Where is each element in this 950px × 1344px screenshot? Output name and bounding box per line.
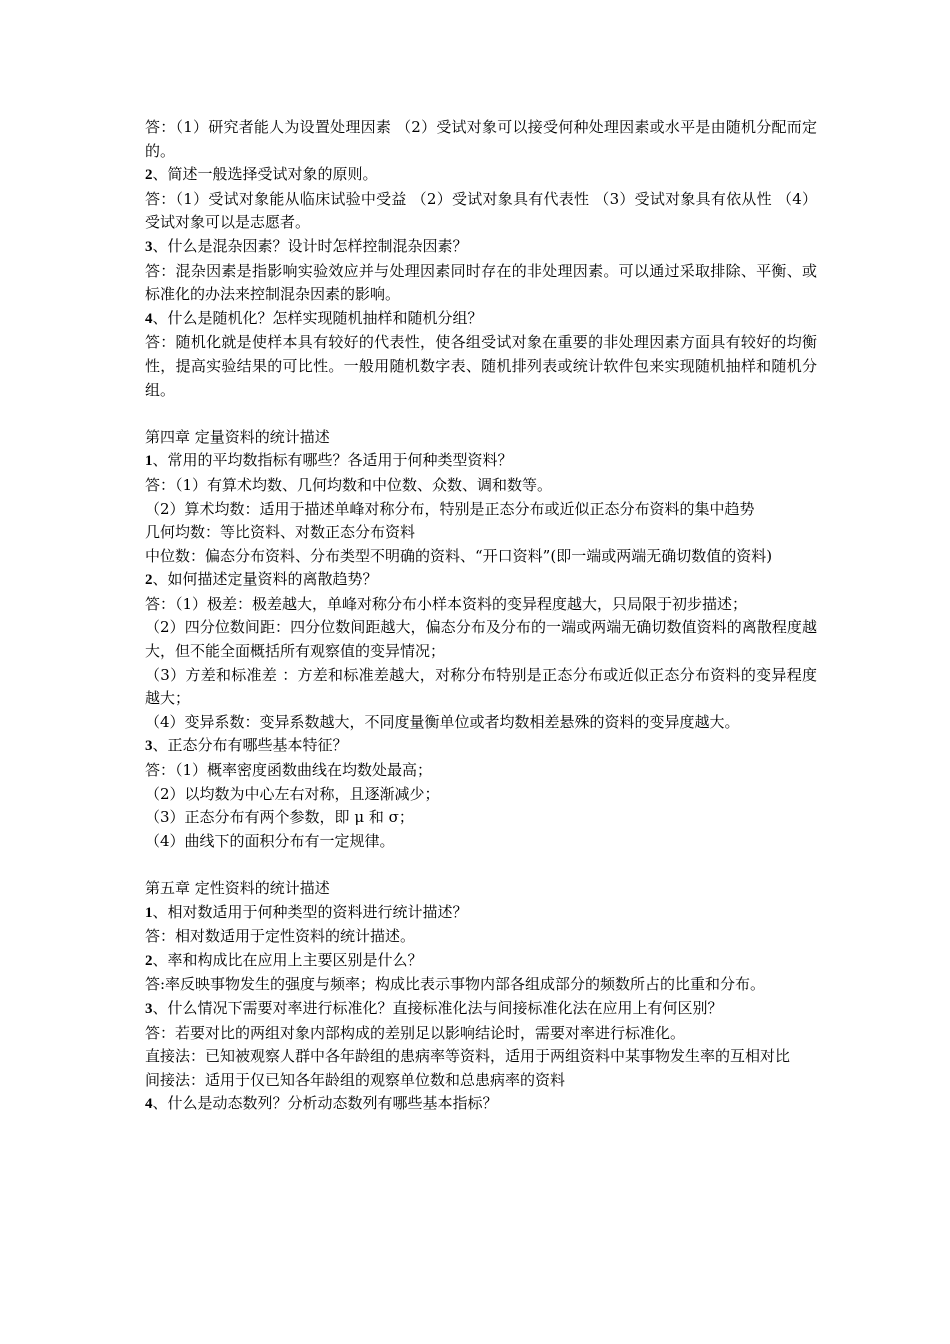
- answer-line: （3）方差和标准差 ：方差和标准差越大，对称分布特别是正态分布或近似正态分布资料的变异程度越大；: [145, 665, 817, 708]
- question-text: 、什么情况下需要对率进行标准化？直接标准化法与间接标准化法在应用上有何区别？: [152, 998, 723, 1017]
- answer-line: 答：若要对比的两组对象内部构成的差别足以影响结论时，需要对率进行标准化。: [145, 1023, 686, 1042]
- answer-line: （4）曲线下的面积分布有一定规律。: [145, 831, 395, 850]
- question-line: [145, 1092, 817, 1117]
- answer-line: 中位数：偏态分布资料、分布类型不明确的资料、“开口资料”(即一端或两端无确切数值的资料): [145, 546, 773, 565]
- question-line: [145, 901, 817, 926]
- answer-line: （3）正态分布有两个参数，即 μ 和 σ；: [145, 808, 414, 827]
- answer-line: （4）变异系数：变异系数越大，不同度量衡单位或者均数相差悬殊的资料的变异度越大。: [145, 712, 740, 731]
- question-number: 3: [145, 238, 153, 255]
- blank-line: [145, 853, 817, 877]
- question-line: [145, 734, 817, 759]
- question-line: [145, 235, 817, 260]
- question-text: 、相对数适用于何种类型的资料进行统计描述？: [152, 902, 468, 921]
- answer-line: （2）以均数为中心左右对称，且逐渐减少；: [145, 784, 440, 803]
- question-line: [145, 997, 817, 1022]
- answer-line: 直接法：已知被观察人群中各年龄组的患病率等资料，适用于两组资料中某事物发生率的互相对比: [145, 1047, 791, 1066]
- answer-line: 答：混杂因素是指影响实验效应并与处理因素同时存在的非处理因素。可以通过采取排除、平衡、或标准化的办法来控制混杂因素的影响。: [145, 261, 817, 304]
- answer-line: 答：（1）有算术均数、几何均数和中位数、众数、调和数等。: [145, 475, 553, 494]
- answer-line: 答：（1）概率密度函数曲线在均数处最高；: [145, 761, 433, 780]
- question-text: 、如何描述定量资料的离散趋势？: [152, 570, 378, 589]
- question-number: 1: [145, 904, 153, 921]
- question-line: [145, 307, 817, 332]
- question-number: 2: [145, 572, 153, 589]
- question-number: 1: [145, 453, 153, 470]
- question-number: 4: [145, 310, 153, 327]
- question-text: 、简述一般选择受试对象的原则。: [152, 165, 378, 184]
- answer-line: （2）算术均数：适用于描述单峰对称分布，特别是正态分布或近似正态分布资料的集中趋势: [145, 499, 755, 518]
- question-text: 、常用的平均数指标有哪些？各适用于何种类型资料？: [152, 451, 513, 470]
- answer-line: 几何均数：等比资料、对数正态分布资料: [145, 523, 416, 542]
- answer-line: （2）四分位数间距：四分位数间距越大，偏态分布及分布的一端或两端无确切数值资料的离散程度越大，但不能全面概括所有观察值的变异情况；: [145, 618, 817, 661]
- question-text: 、什么是随机化？怎样实现随机抽样和随机分组？: [152, 308, 483, 327]
- answer-line: 间接法：适用于仅已知各年龄组的观察单位数和总患病率的资料: [145, 1070, 566, 1089]
- blank-line: [145, 402, 817, 426]
- question-text: 、率和构成比在应用上主要区别是什么？: [152, 950, 423, 969]
- question-line: [145, 163, 817, 188]
- question-line: [145, 949, 817, 974]
- chapter-heading: 第五章 定性资料的统计描述: [145, 879, 330, 897]
- answer-line: 答：随机化就是使样本具有较好的代表性，使各组受试对象在重要的非处理因素方面具有较好的均衡性，提高实验结果的可比性。一般用随机数字表、随机排列表或统计软件包来实现随机抽样和随机分组。: [145, 333, 817, 399]
- question-number: 3: [145, 1000, 153, 1017]
- chapter-heading: 第四章 定量资料的统计描述: [145, 427, 330, 446]
- answer-line: 答:率反映事物发生的强度与频率；构成比表示事物内部各组成部分的频数所占的比重和分布。: [145, 975, 766, 994]
- question-number: 2: [145, 952, 153, 969]
- answer-line: 答：相对数适用于定性资料的统计描述。: [145, 927, 416, 946]
- answer-line: 答：（1）受试对象能从临床试验中受益 （2）受试对象具有代表性 （3）受试对象具有依从性 （4）受试对象可以是志愿者。: [145, 189, 817, 232]
- question-text: 、什么是混杂因素？设计时怎样控制混杂因素？: [152, 236, 468, 255]
- answer-line: 答：（1）研究者能人为设置处理因素 （2）受试对象可以接受何种处理因素或水平是由随机分配而定的。: [145, 118, 817, 160]
- question-number: 4: [145, 1096, 153, 1113]
- question-line: [145, 568, 817, 593]
- question-number: 3: [145, 738, 153, 755]
- answer-line: 答：（1）极差：极差越大，单峰对称分布小样本资料的变异程度越大，只局限于初步描述；: [145, 594, 748, 613]
- question-line: [145, 449, 817, 474]
- question-number: 2: [145, 167, 153, 184]
- document-body: [145, 116, 817, 1117]
- question-text: 、什么是动态数列？分析动态数列有哪些基本指标？: [152, 1094, 498, 1113]
- question-text: 、正态分布有哪些基本特征？: [152, 736, 348, 755]
